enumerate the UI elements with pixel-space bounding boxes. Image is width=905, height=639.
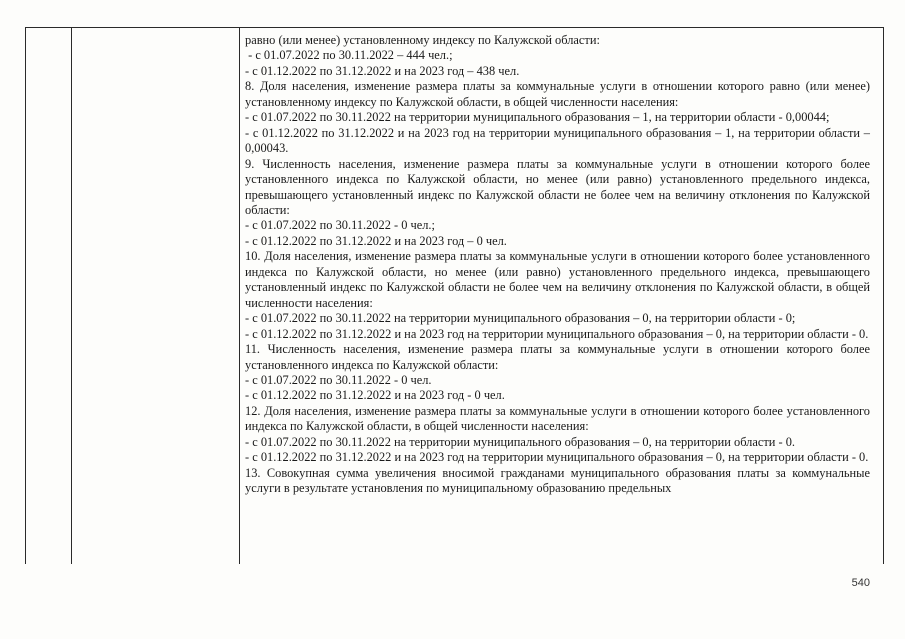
- table-left-border: [25, 27, 26, 564]
- text-item-11: 11. Численность населения, изменение размера платы за коммунальные услуги в отношении которого более установленного индекса по Калужской области:: [245, 342, 870, 372]
- document-text: [245, 33, 870, 497]
- column-divider-1: [71, 27, 72, 564]
- text-line: - с 01.07.2022 по 30.11.2022 на территории муниципального образования – 0, на территории области - 0;: [245, 311, 796, 326]
- text-item-8: 8. Доля населения, изменение размера платы за коммунальные услуги в отношении которого равно (или менее) установленному индексу по Калужской области, в общей численности населения:: [245, 79, 870, 109]
- text-line: - с 01.07.2022 по 30.11.2022 - 0 чел.: [245, 372, 432, 387]
- text-line: - с 01.12.2022 по 31.12.2022 и на 2023 год - 0 чел.: [245, 388, 505, 403]
- page-number: 540: [851, 577, 870, 589]
- text-line: - с 01.07.2022 по 30.11.2022 на территории муниципального образования – 0, на территории области - 0.: [245, 434, 796, 449]
- table-top-border: [25, 27, 884, 28]
- text-line: - с 01.12.2022 по 31.12.2022 и на 2023 год на территории муниципального образования – 0, на территории области - 0.: [245, 450, 869, 465]
- text-item-13: 13. Совокупная сумма увеличения вносимой гражданами муниципального образования платы за коммунальные услуги в результате установления по муниципальному образованию предельных: [245, 465, 870, 496]
- text-item-12: 12. Доля населения, изменение размера платы за коммунальные услуги в отношении которого более установленного индекса по Калужской области, в общей численности населения:: [245, 403, 870, 434]
- text-line: - с 01.07.2022 по 30.11.2022 – 444 чел.;: [245, 48, 453, 63]
- text-item-10: 10. Доля населения, изменение размера платы за коммунальные услуги в отношении которого более установленного индекса по Калужской области, но менее (или равно) установленного предельного индекса, превышающего установленный индекс по Калужской области не более чем на величину отклонения по Калужской области, в общей численности населения:: [245, 249, 870, 310]
- column-divider-2: [239, 27, 240, 564]
- text-line: - с 01.12.2022 по 31.12.2022 и на 2023 год – 0 чел.: [245, 233, 507, 248]
- text-line: - с 01.12.2022 по 31.12.2022 и на 2023 год на территории муниципального образования – 1, на территории области – 0,00043.: [245, 125, 870, 156]
- text-line: равно (или менее) установленному индексу по Калужской области:: [245, 33, 600, 47]
- text-line: - с 01.12.2022 по 31.12.2022 и на 2023 год на территории муниципального образования – 0, на территории области - 0.: [245, 326, 869, 341]
- text-line: - с 01.12.2022 по 31.12.2022 и на 2023 год – 438 чел.: [245, 63, 520, 78]
- text-item-9: 9. Численность населения, изменение размера платы за коммунальные услуги в отношении которого более установленного индекса по Калужской области, но менее (или равно) установленного предельного индекса, превышающего установленный индекс по Калужской области не более чем на величину отклонения по Калужской области:: [245, 156, 870, 217]
- text-line: - с 01.07.2022 по 30.11.2022 - 0 чел.;: [245, 218, 435, 233]
- text-line: - с 01.07.2022 по 30.11.2022 на территории муниципального образования – 1, на территории области - 0,00044;: [245, 110, 830, 125]
- table-right-border: [883, 27, 884, 564]
